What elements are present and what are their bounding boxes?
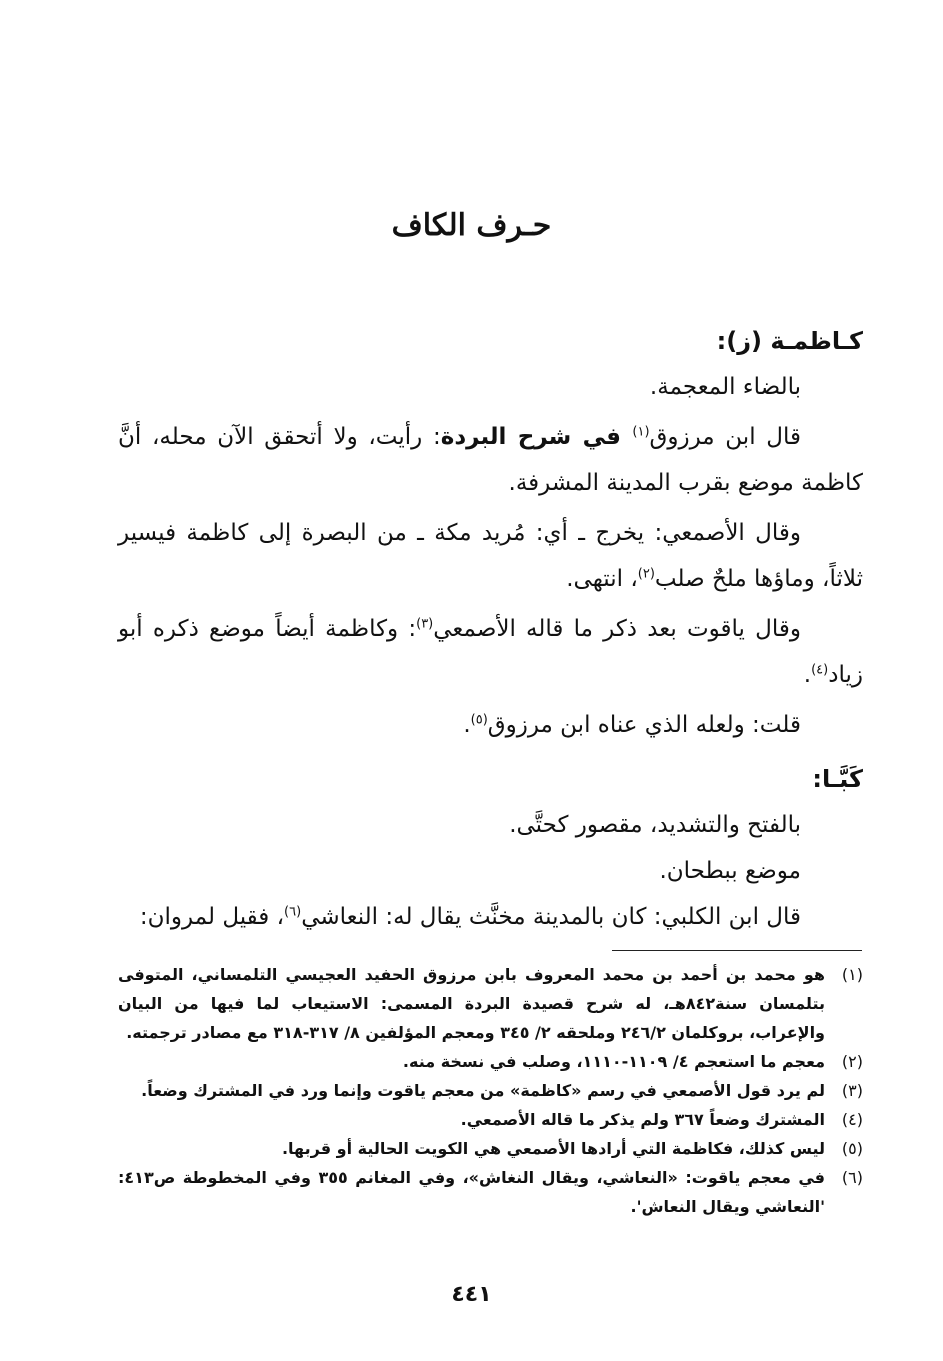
text-run: . [463,712,471,738]
page-number: ٤٤١ [451,1282,492,1307]
footnote-1 [118,960,863,1047]
entry-headword-kazima: كـاظمـة (ز): [716,327,863,355]
footnote-ref[interactable]: (٥) [470,712,488,728]
text-run: قال ابن الكلبي: كان بالمدينة مخنَّث يقال له: النعاشي [301,904,801,930]
paragraph: بالضاء المعجمة. [649,374,801,400]
chapter-title: حـرف الكاف [391,208,552,243]
footnotes [118,960,863,1221]
footnote-separator [612,950,862,951]
footnote-4 [118,1105,863,1134]
main-text [118,318,863,940]
footnote-text: في معجم ياقوت: «النعاشي، ويقال النغاش»، وفي المغانم ٣٥٥ وفي المخطوطة ص٤١٣: 'النعاشي ويقال النعاش'. [118,1168,826,1216]
paragraph: بالفتح والتشديد، مقصور كحتَّى. [509,812,801,838]
footnote-number: (٥) [841,1139,863,1158]
text-run: ، فقيل لمروان: [139,904,285,930]
paragraph [118,894,863,940]
footnote-ref[interactable]: (٣) [416,616,434,632]
footnote-text: هو محمد بن أحمد بن محمد المعروف بابن مرزوق الحفيد العجيسي التلمساني، المتوفى بتلمسان سنة٨٤٢هـ، له شرح قصيدة البردة المسمى: الاستيعاب لما فيها من البيان والإعراب، بروكلمان ٢٤٦/٢ وملحقه ٢/ ٣٤٥ ومعجم المؤلفين ٨/ ٣١٧-٣١٨ مع مصادر ترجمته. [118,965,826,1042]
footnote-text: ليس كذلك، فكاظمة التي أرادها الأصمعي هي الكويت الحالية أو قربها. [281,1139,825,1158]
entry-headword-kabba: كَبَّـا: [812,765,863,793]
footnote-number: (٣) [841,1081,863,1100]
text-run: وقال الأصمعي: يخرج ـ أي: مُريد مكة ـ من البصرة إلى كاظمة فيسير ثلاثاً، وماؤها ملحٌ صلب [118,520,863,592]
footnote-number: (٦) [841,1168,863,1187]
footnote-text: معجم ما استعجم ٤/ ١١٠٩-١١١٠، وصلب في نسخة منه. [402,1052,825,1071]
footnote-ref[interactable]: (٢) [637,566,655,582]
text-run: قال ابن مرزوق [649,424,801,450]
paragraph [118,702,863,748]
text-run: . [803,662,812,688]
footnote-2 [118,1047,863,1076]
paragraph [118,414,863,506]
paragraph [118,510,863,602]
footnote-ref[interactable]: (١) [632,424,650,440]
footnote-3 [118,1076,863,1105]
footnote-number: (٤) [841,1110,863,1129]
text-run: : رأيت، ولا أتحقق الآن محله، أنَّ كاظمة موضع بقرب المدينة المشرفة. [118,424,863,496]
book-title: في شرح البردة [440,424,633,450]
text-run: وقال ياقوت بعد ذكر ما قاله الأصمعي [433,616,801,642]
paragraph [118,606,863,698]
text-run: : وكاظمة أيضاً موضع ذكره أبو زياد [118,616,863,688]
footnote-ref[interactable]: (٦) [284,904,302,920]
footnote-number: (٢) [841,1052,863,1071]
text-run: قلت: ولعله الذي عناه ابن مرزوق [487,712,801,738]
text-run: ، انتهى. [566,566,638,592]
footnote-5 [118,1134,863,1163]
footnote-number: (١) [841,965,863,984]
footnote-6 [118,1163,863,1221]
footnote-text: المشترك وضعاً ٣٦٧ ولم يذكر ما قاله الأصمعي. [460,1110,825,1129]
footnote-ref[interactable]: (٤) [811,662,829,678]
footnote-text: لم يرد قول الأصمعي في رسم «كاظمة» من معجم ياقوت وإنما ورد في المشترك وضعاً. [141,1081,825,1100]
paragraph: موضع ببطحان. [659,858,801,884]
